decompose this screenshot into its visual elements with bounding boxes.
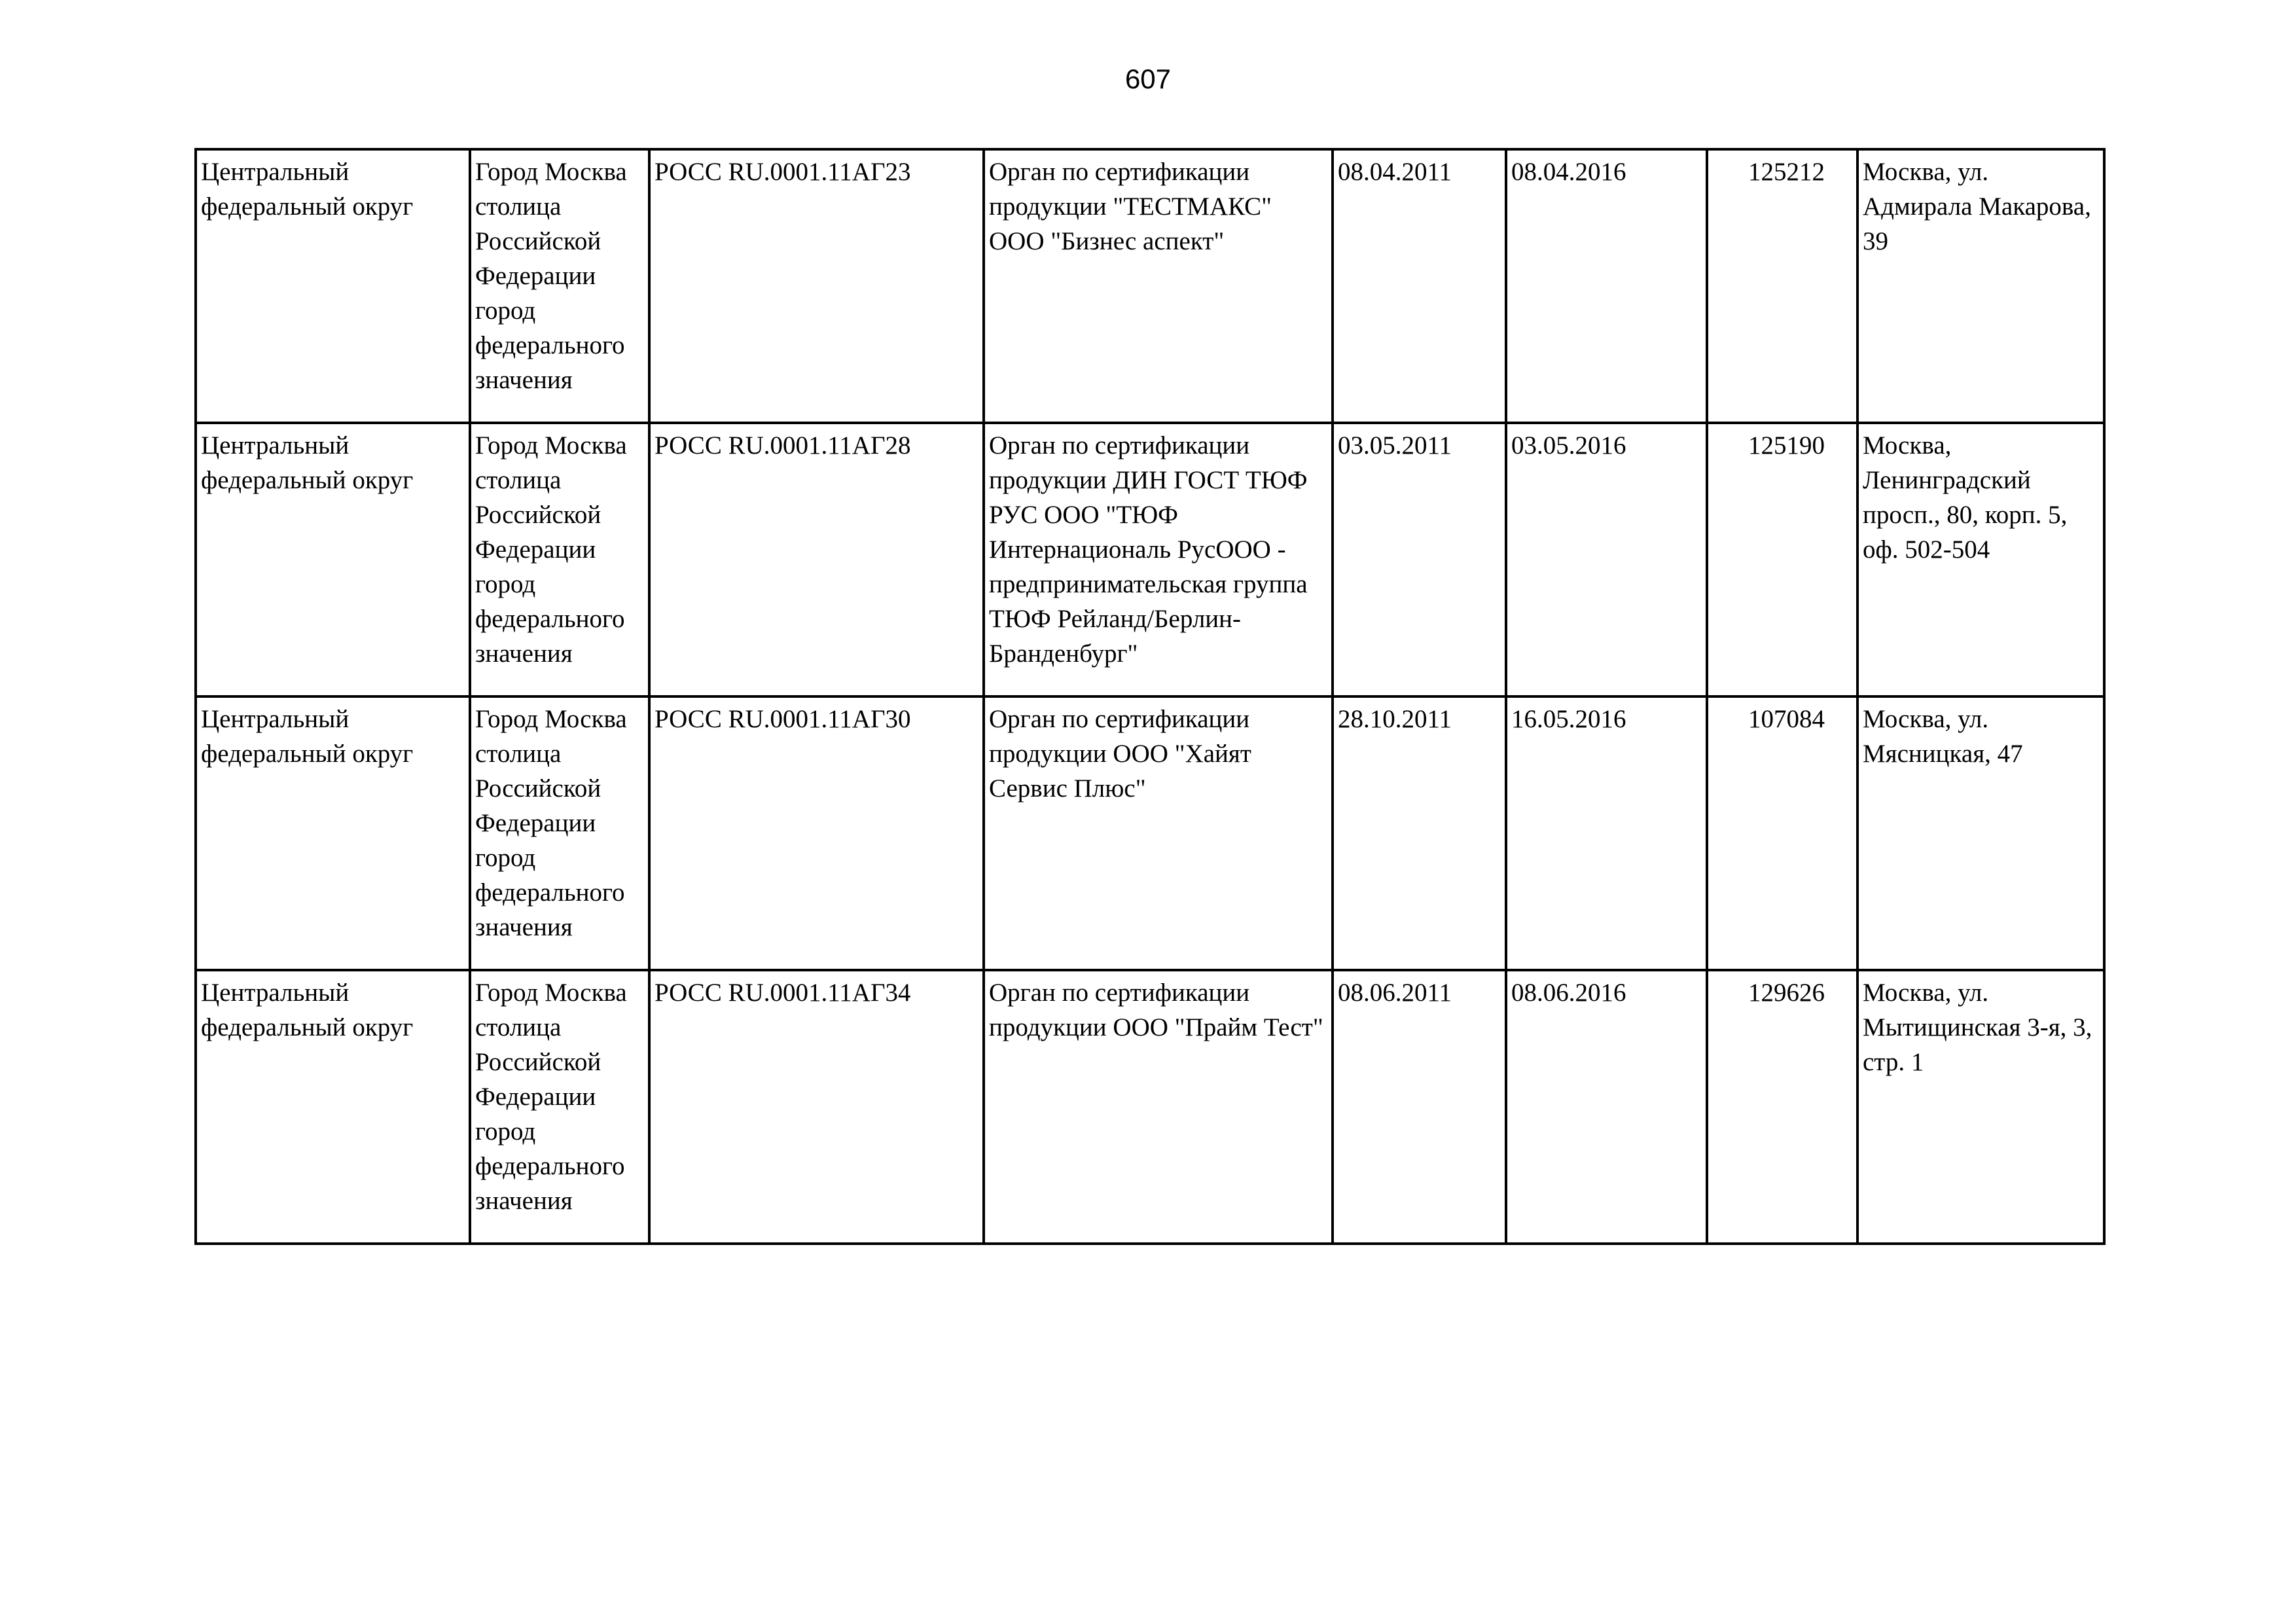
table-row xyxy=(196,423,2104,696)
postcode-cell: 107084 xyxy=(1707,696,1857,970)
district-cell: Центральный федеральный округ xyxy=(196,149,470,423)
certification-bodies-table xyxy=(194,148,2106,1245)
table-row xyxy=(196,149,2104,423)
region-cell: Город Москва столица Российской Федерации город федерального значения xyxy=(470,970,649,1244)
district-cell: Центральный федеральный округ xyxy=(196,970,470,1244)
postcode-cell: 125212 xyxy=(1707,149,1857,423)
district-cell: Центральный федеральный округ xyxy=(196,696,470,970)
postcode-cell: 125190 xyxy=(1707,423,1857,696)
date-start-cell: 08.06.2011 xyxy=(1333,970,1506,1244)
organization-cell: Орган по сертификации продукции ООО "Хайят Сервис Плюс" xyxy=(984,696,1333,970)
organization-cell: Орган по сертификации продукции ООО "Прайм Тест" xyxy=(984,970,1333,1244)
organization-cell: Орган по сертификации продукции ДИН ГОСТ ТЮФ РУС ООО "ТЮФ Интернациональ РусООО - предпринимательская группа ТЮФ Рейланд/Берлин-Бранденбург" xyxy=(984,423,1333,696)
address-cell: Москва, ул. Мытищинская 3-я, 3, стр. 1 xyxy=(1857,970,2104,1244)
table-row xyxy=(196,970,2104,1244)
postcode-cell: 129626 xyxy=(1707,970,1857,1244)
address-cell: Москва, ул. Адмирала Макарова, 39 xyxy=(1857,149,2104,423)
registration-number-cell: РОСС RU.0001.11АГ30 xyxy=(649,696,984,970)
table-row xyxy=(196,696,2104,970)
registration-number-cell: РОСС RU.0001.11АГ23 xyxy=(649,149,984,423)
address-cell: Москва, Ленинградский просп., 80, корп. 5, оф. 502-504 xyxy=(1857,423,2104,696)
date-end-cell: 08.04.2016 xyxy=(1506,149,1707,423)
page-number: 607 xyxy=(1124,63,1172,94)
date-end-cell: 16.05.2016 xyxy=(1506,696,1707,970)
date-start-cell: 28.10.2011 xyxy=(1333,696,1506,970)
date-start-cell: 03.05.2011 xyxy=(1333,423,1506,696)
region-cell: Город Москва столица Российской Федерации город федерального значения xyxy=(470,423,649,696)
region-cell: Город Москва столица Российской Федерации город федерального значения xyxy=(470,149,649,423)
date-end-cell: 03.05.2016 xyxy=(1506,423,1707,696)
district-cell: Центральный федеральный округ xyxy=(196,423,470,696)
registration-number-cell: РОСС RU.0001.11АГ34 xyxy=(649,970,984,1244)
region-cell: Город Москва столица Российской Федерации город федерального значения xyxy=(470,696,649,970)
date-end-cell: 08.06.2016 xyxy=(1506,970,1707,1244)
date-start-cell: 08.04.2011 xyxy=(1333,149,1506,423)
registration-number-cell: РОСС RU.0001.11АГ28 xyxy=(649,423,984,696)
address-cell: Москва, ул. Мясницкая, 47 xyxy=(1857,696,2104,970)
organization-cell: Орган по сертификации продукции "ТЕСТМАКС" ООО "Бизнес аспект" xyxy=(984,149,1333,423)
